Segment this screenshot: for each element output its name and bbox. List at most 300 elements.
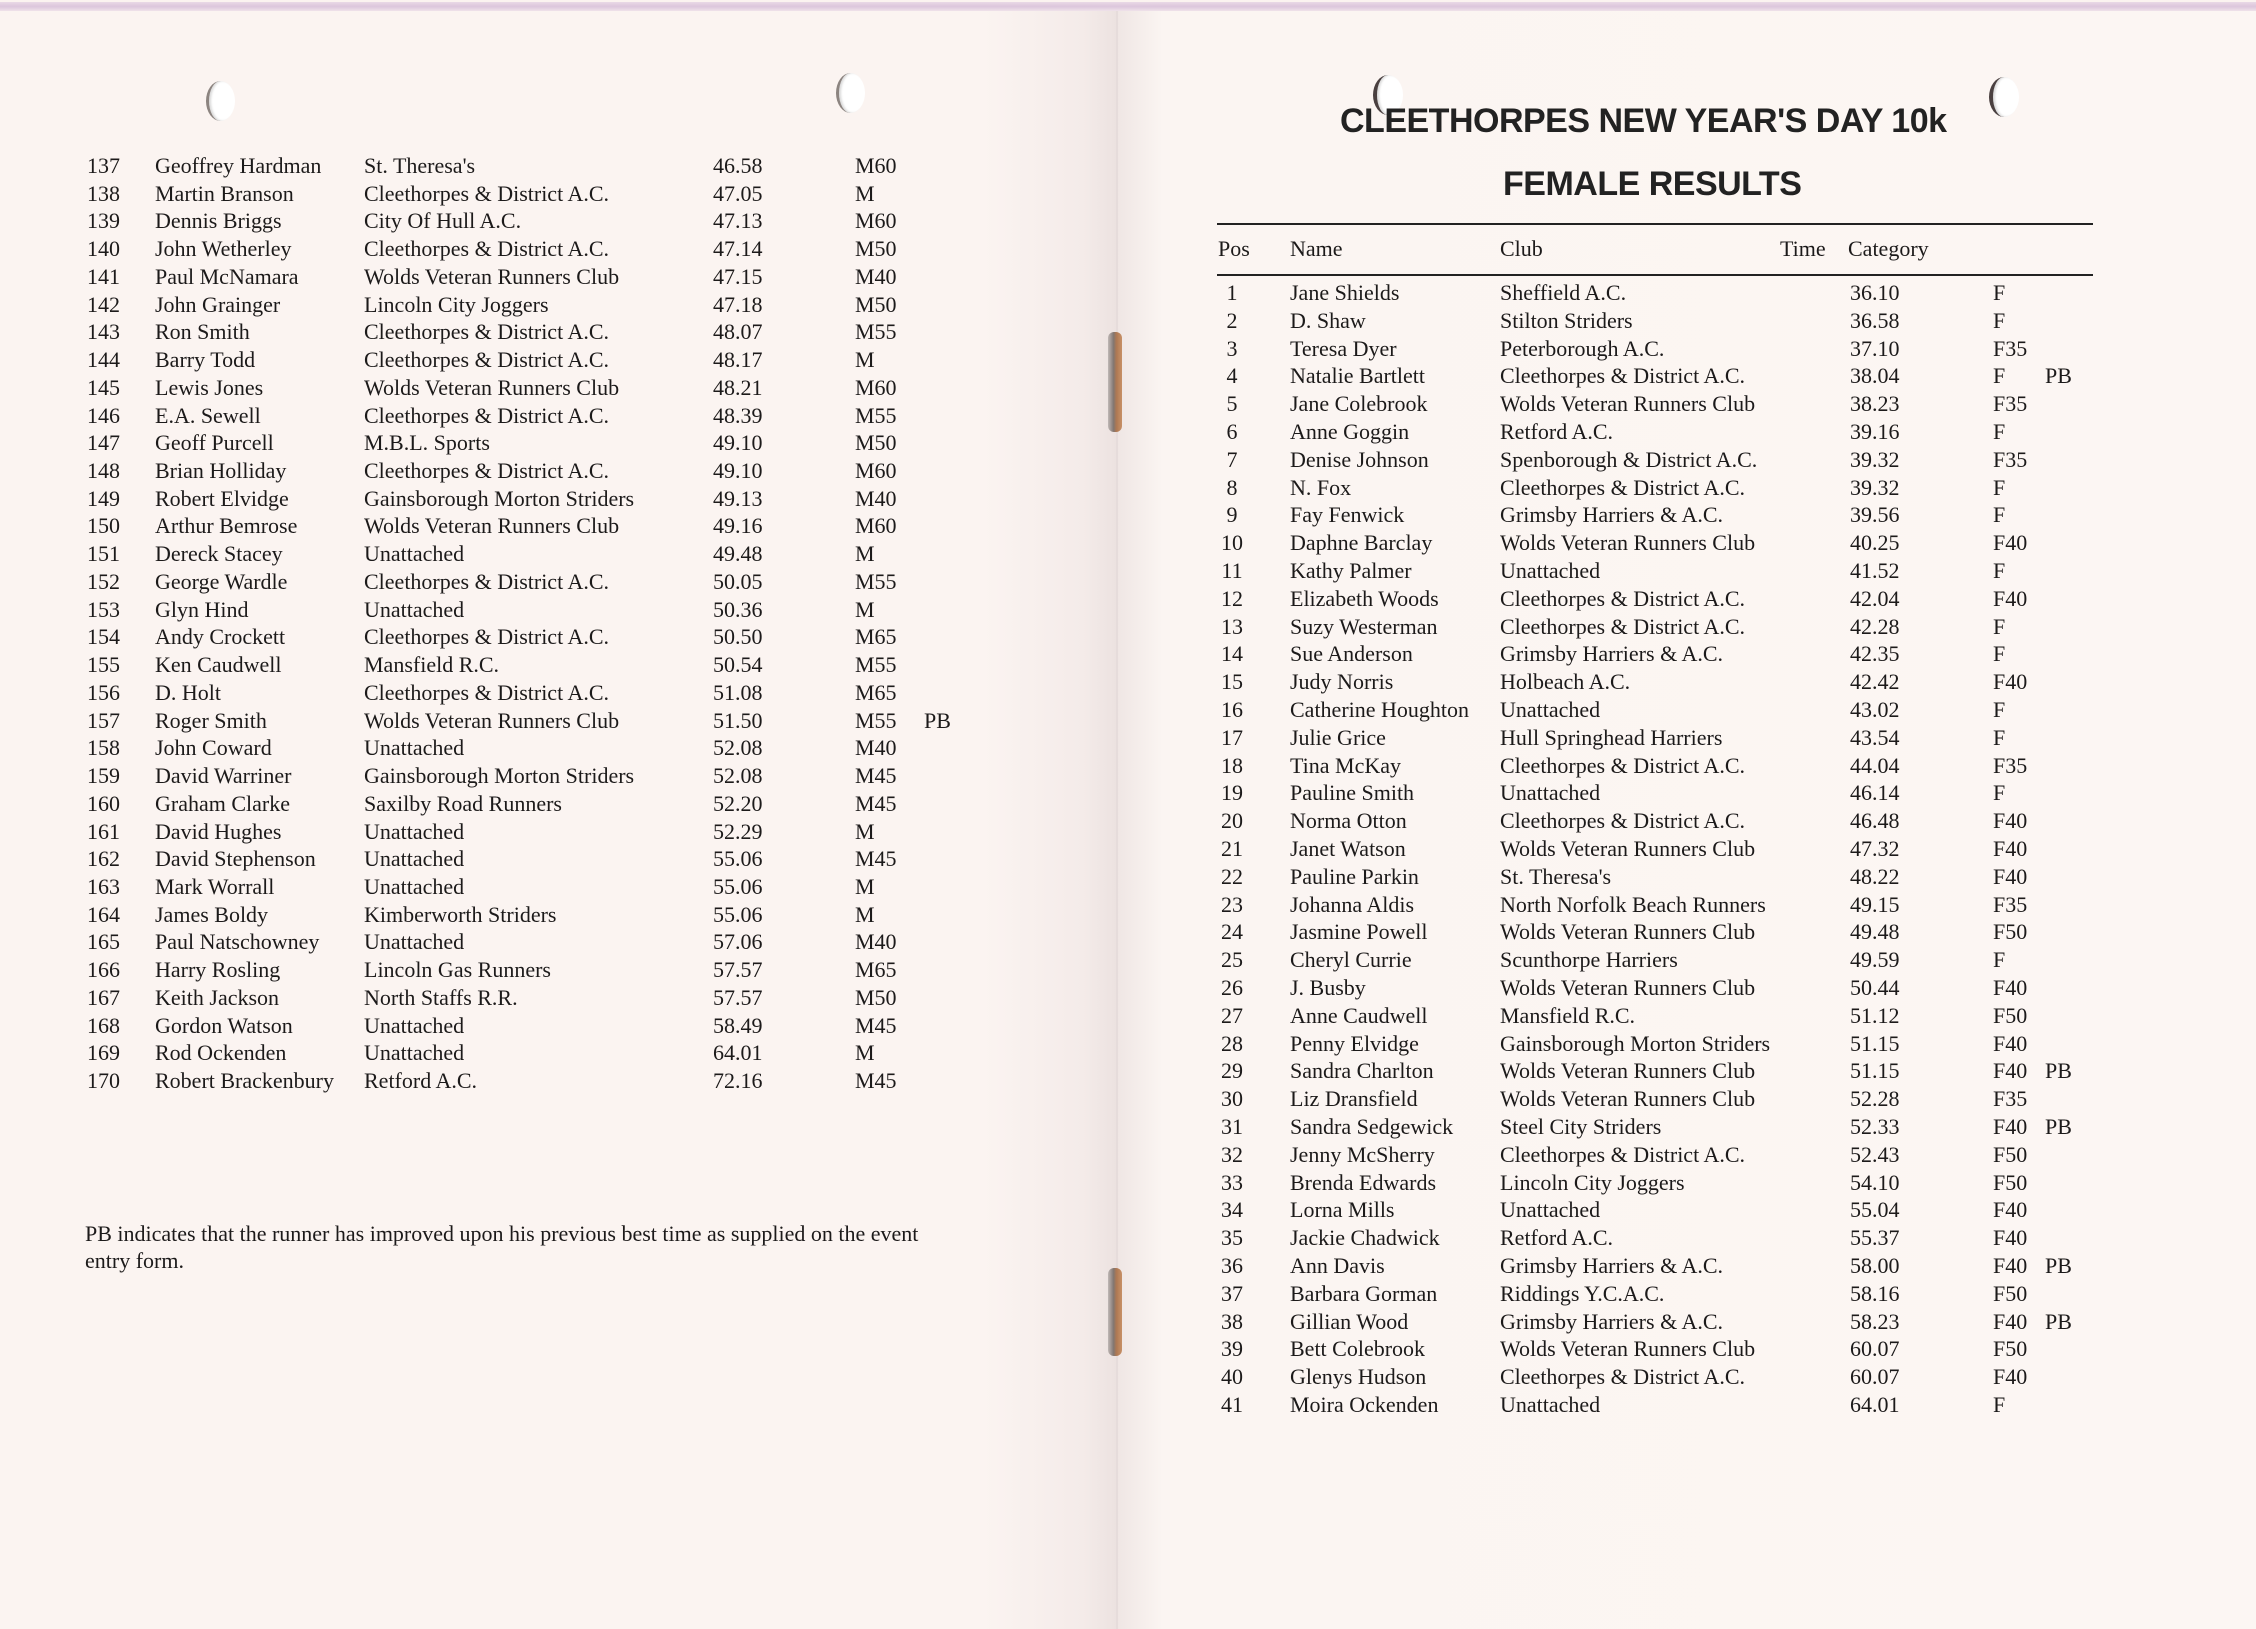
pos-cell: 26 — [1221, 975, 1243, 1000]
pos-cell: 165 — [87, 929, 120, 955]
name-cell: John Wetherley — [155, 236, 292, 262]
pos-cell: 1 — [1226, 280, 1238, 305]
pos-cell: 20 — [1221, 808, 1243, 834]
name-cell: D. Holt — [155, 679, 221, 705]
name-cell: Judy Norris — [1290, 669, 1394, 695]
club-cell: Cleethorpes & District A.C. — [1500, 808, 1746, 834]
name-cell: J. Busby — [1290, 975, 1366, 1000]
category-cell: M45 — [855, 1012, 897, 1038]
category-cell: F40 — [1993, 585, 2028, 611]
time-cell: 52.29 — [713, 818, 763, 844]
pos-cell: 137 — [87, 153, 120, 178]
name-cell: Norma Otton — [1290, 808, 1407, 834]
club-cell: Cleethorpes & District A.C. — [364, 458, 610, 484]
category-cell: M60 — [855, 153, 897, 178]
club-cell: North Norfolk Beach Runners — [1500, 891, 1766, 917]
time-cell: 51.15 — [1850, 1058, 1900, 1084]
category-cell: F35 — [1993, 752, 2028, 778]
name-cell: Moira Ockenden — [1290, 1392, 1439, 1417]
club-cell: Wolds Veteran Runners Club — [1500, 1058, 1756, 1084]
document-subtitle: FEMALE RESULTS — [1503, 165, 1802, 203]
category-cell: F35 — [1993, 1086, 2028, 1112]
name-cell: Bett Colebrook — [1290, 1336, 1426, 1362]
club-cell: Sheffield A.C. — [1500, 280, 1627, 305]
category-cell: M — [855, 347, 875, 373]
pos-cell: 149 — [87, 485, 120, 511]
time-cell: 50.54 — [713, 652, 763, 678]
pos-cell: 30 — [1221, 1086, 1243, 1112]
pos-cell: 11 — [1221, 558, 1243, 583]
name-cell: Sandra Sedgewick — [1290, 1114, 1454, 1139]
category-cell: M65 — [855, 679, 897, 705]
name-cell: Cheryl Currie — [1290, 947, 1412, 973]
time-cell: 47.18 — [713, 291, 763, 317]
category-cell: F — [1993, 947, 2006, 973]
name-cell: Jane Colebrook — [1290, 391, 1428, 417]
category-cell: M60 — [855, 458, 897, 484]
name-cell: Rod Ockenden — [155, 1040, 287, 1066]
pos-cell: 19 — [1221, 780, 1243, 806]
top-edge-band — [0, 2, 2256, 11]
club-cell: Unattached — [364, 541, 465, 567]
punch-hole — [1989, 77, 2019, 117]
club-cell: Kimberworth Striders — [364, 901, 557, 927]
name-cell: Ron Smith — [155, 319, 250, 345]
category-cell: M60 — [855, 513, 897, 539]
pos-cell: 13 — [1221, 613, 1243, 639]
pos-cell: 40 — [1221, 1364, 1243, 1390]
category-cell: M65 — [855, 957, 897, 983]
category-cell: M60 — [855, 208, 897, 234]
club-cell: Unattached — [1500, 1197, 1601, 1223]
time-cell: 54.10 — [1850, 1169, 1900, 1195]
pos-cell: 161 — [87, 818, 120, 844]
club-cell: Cleethorpes & District A.C. — [364, 180, 610, 206]
time-cell: 47.32 — [1850, 836, 1900, 861]
name-cell: N. Fox — [1290, 474, 1352, 500]
pb-badge: PB — [924, 707, 951, 733]
time-cell: 50.05 — [713, 568, 763, 594]
club-cell: Lincoln Gas Runners — [364, 957, 551, 983]
pos-cell: 38 — [1221, 1308, 1243, 1334]
category-cell: M40 — [855, 485, 897, 511]
pos-cell: 41 — [1221, 1392, 1243, 1417]
club-cell: Unattached — [364, 873, 465, 899]
club-cell: Grimsby Harriers & A.C. — [1500, 502, 1724, 528]
pos-cell: 22 — [1221, 863, 1243, 889]
time-cell: 51.50 — [713, 707, 763, 733]
time-cell: 41.52 — [1850, 558, 1900, 583]
pos-cell: 143 — [87, 319, 120, 345]
category-cell: F50 — [1993, 1280, 2028, 1306]
pos-cell: 150 — [87, 513, 120, 539]
name-cell: Jasmine Powell — [1290, 919, 1428, 945]
club-cell: Wolds Veteran Runners Club — [1500, 1336, 1756, 1362]
club-cell: Riddings Y.C.A.C. — [1500, 1280, 1665, 1306]
pb-badge: PB — [2045, 1253, 2072, 1278]
time-cell: 44.04 — [1850, 752, 1900, 778]
name-cell: Penny Elvidge — [1290, 1030, 1419, 1056]
pos-cell: 39 — [1221, 1336, 1243, 1362]
time-cell: 55.06 — [713, 873, 763, 899]
category-cell: F40 — [1993, 863, 2028, 889]
pos-cell: 37 — [1221, 1280, 1243, 1306]
category-cell: M — [855, 901, 875, 927]
club-cell: Wolds Veteran Runners Club — [1500, 530, 1756, 556]
club-cell: Cleethorpes & District A.C. — [1500, 1141, 1746, 1167]
pos-cell: 140 — [87, 236, 120, 262]
pos-cell: 5 — [1226, 391, 1238, 417]
category-cell: F40 — [1993, 975, 2028, 1000]
club-cell: Mansfield R.C. — [1500, 1002, 1636, 1028]
category-cell: M55 — [855, 707, 897, 733]
name-cell: Keith Jackson — [155, 984, 280, 1010]
category-cell: M40 — [855, 929, 897, 955]
club-cell: Wolds Veteran Runners Club — [1500, 391, 1756, 417]
category-cell: F40 — [1993, 1225, 2028, 1251]
club-cell: Cleethorpes & District A.C. — [1500, 585, 1746, 611]
pos-cell: 160 — [87, 790, 120, 816]
club-cell: Unattached — [364, 1040, 465, 1066]
category-cell: F50 — [1993, 1336, 2028, 1362]
time-cell: 58.49 — [713, 1012, 763, 1038]
time-cell: 36.10 — [1850, 280, 1900, 305]
name-cell: Natalie Bartlett — [1290, 363, 1425, 389]
category-cell: F — [1993, 613, 2006, 639]
time-cell: 42.04 — [1850, 585, 1900, 611]
pos-cell: 138 — [87, 180, 120, 206]
category-cell: F40 — [1993, 1253, 2028, 1278]
time-cell: 48.07 — [713, 319, 763, 345]
category-cell: M60 — [855, 374, 897, 400]
name-cell: Paul Natschowney — [155, 929, 320, 955]
category-cell: F40 — [1993, 1114, 2028, 1139]
club-cell: Grimsby Harriers & A.C. — [1500, 1308, 1724, 1334]
time-cell: 52.43 — [1850, 1141, 1900, 1167]
club-cell: Wolds Veteran Runners Club — [1500, 919, 1756, 945]
category-cell: F — [1993, 641, 2006, 667]
pos-cell: 9 — [1226, 502, 1238, 528]
name-cell: Sandra Charlton — [1290, 1058, 1434, 1084]
club-cell: Retford A.C. — [1500, 1225, 1614, 1251]
time-cell: 50.50 — [713, 624, 763, 650]
pos-cell: 142 — [87, 291, 120, 317]
time-cell: 36.58 — [1850, 307, 1900, 333]
name-cell: Brenda Edwards — [1290, 1169, 1437, 1195]
pb-badge: PB — [2045, 1058, 2072, 1084]
club-cell: Hull Springhead Harriers — [1500, 724, 1723, 750]
time-cell: 57.06 — [713, 929, 763, 955]
time-cell: 51.08 — [713, 679, 763, 705]
right-page — [1117, 11, 2256, 1629]
time-cell: 49.13 — [713, 485, 763, 511]
pos-cell: 152 — [87, 568, 120, 594]
time-cell: 47.14 — [713, 236, 763, 262]
name-cell: Catherine Houghton — [1290, 697, 1470, 722]
pos-cell: 155 — [87, 652, 120, 678]
name-cell: Barbara Gorman — [1290, 1280, 1438, 1306]
name-cell: Harry Rosling — [155, 957, 281, 983]
name-cell: Andy Crockett — [155, 624, 286, 650]
pos-cell: 25 — [1221, 947, 1243, 973]
pos-cell: 144 — [87, 347, 120, 373]
category-cell: M55 — [855, 568, 897, 594]
category-cell: M45 — [855, 846, 897, 872]
time-cell: 42.42 — [1850, 669, 1900, 695]
header-name: Name — [1290, 236, 1343, 261]
pos-cell: 157 — [87, 707, 120, 733]
name-cell: Geoff Purcell — [155, 430, 274, 456]
pos-cell: 31 — [1221, 1114, 1243, 1139]
time-cell: 42.35 — [1850, 641, 1900, 667]
name-cell: Julie Grice — [1290, 724, 1386, 750]
category-cell: M — [855, 873, 875, 899]
category-cell: F50 — [1993, 919, 2028, 945]
name-cell: John Coward — [155, 735, 272, 761]
name-cell: Glenys Hudson — [1290, 1364, 1427, 1390]
club-cell: St. Theresa's — [364, 153, 476, 178]
club-cell: Spenborough & District A.C. — [1500, 446, 1758, 472]
time-cell: 50.36 — [713, 596, 763, 622]
pos-cell: 148 — [87, 458, 120, 484]
header-pos: Pos — [1218, 236, 1250, 261]
pos-cell: 170 — [87, 1068, 120, 1094]
club-cell: North Staffs R.R. — [364, 984, 518, 1010]
name-cell: Gillian Wood — [1290, 1308, 1409, 1334]
category-cell: F40 — [1993, 669, 2028, 695]
time-cell: 42.28 — [1850, 613, 1900, 639]
time-cell: 52.28 — [1850, 1086, 1900, 1112]
pos-cell: 16 — [1221, 697, 1243, 722]
time-cell: 48.17 — [713, 347, 763, 373]
club-cell: M.B.L. Sports — [364, 430, 490, 456]
time-cell: 52.08 — [713, 763, 763, 789]
pos-cell: 23 — [1221, 891, 1243, 917]
club-cell: Retford A.C. — [1500, 419, 1614, 444]
name-cell: Roger Smith — [155, 707, 267, 733]
name-cell: Pauline Parkin — [1290, 863, 1419, 889]
time-cell: 46.14 — [1850, 780, 1900, 806]
staple — [1108, 1268, 1122, 1356]
club-cell: Cleethorpes & District A.C. — [1500, 613, 1746, 639]
club-cell: Mansfield R.C. — [364, 652, 500, 678]
name-cell: Martin Branson — [155, 180, 294, 206]
time-cell: 40.25 — [1850, 530, 1900, 556]
category-cell: M50 — [855, 291, 897, 317]
name-cell: Johanna Aldis — [1290, 891, 1415, 917]
name-cell: Arthur Bemrose — [155, 513, 298, 539]
left-page — [0, 11, 1117, 1629]
category-cell: F — [1993, 363, 2006, 389]
category-cell: F — [1993, 780, 2006, 806]
club-cell: Unattached — [1500, 1392, 1601, 1417]
time-cell: 46.58 — [713, 153, 763, 178]
name-cell: Graham Clarke — [155, 790, 290, 816]
club-cell: Retford A.C. — [364, 1068, 478, 1094]
name-cell: Fay Fenwick — [1290, 502, 1405, 528]
name-cell: Jenny McSherry — [1290, 1141, 1435, 1167]
punch-hole — [206, 81, 235, 121]
club-cell: Gainsborough Morton Striders — [364, 485, 635, 511]
pos-cell: 167 — [87, 984, 120, 1010]
category-cell: F40 — [1993, 1197, 2028, 1223]
name-cell: Mark Worrall — [155, 873, 275, 899]
pos-cell: 146 — [87, 402, 120, 428]
pb-badge: PB — [2045, 363, 2072, 389]
time-cell: 38.04 — [1850, 363, 1900, 389]
club-cell: Peterborough A.C. — [1500, 335, 1665, 361]
name-cell: Lewis Jones — [155, 374, 264, 400]
time-cell: 49.15 — [1850, 891, 1900, 917]
pos-cell: 33 — [1221, 1169, 1243, 1195]
name-cell: David Hughes — [155, 818, 282, 844]
name-cell: Suzy Westerman — [1290, 613, 1438, 639]
pos-cell: 147 — [87, 430, 120, 456]
name-cell: Pauline Smith — [1290, 780, 1415, 806]
name-cell: Sue Anderson — [1290, 641, 1413, 667]
category-cell: F — [1993, 1392, 2006, 1417]
club-cell: Unattached — [1500, 697, 1601, 722]
name-cell: Teresa Dyer — [1290, 335, 1397, 361]
name-cell: David Stephenson — [155, 846, 316, 872]
time-cell: 48.39 — [713, 402, 763, 428]
time-cell: 38.23 — [1850, 391, 1900, 417]
category-cell: F50 — [1993, 1002, 2028, 1028]
pos-cell: 17 — [1221, 724, 1243, 750]
time-cell: 46.48 — [1850, 808, 1900, 834]
time-cell: 72.16 — [713, 1068, 763, 1094]
pos-cell: 139 — [87, 208, 120, 234]
club-cell: Gainsborough Morton Striders — [1500, 1030, 1771, 1056]
club-cell: Stilton Striders — [1500, 307, 1633, 333]
table-header-rule — [1217, 274, 2093, 276]
name-cell: Robert Brackenbury — [155, 1068, 334, 1094]
pos-cell: 12 — [1221, 585, 1243, 611]
category-cell: F50 — [1993, 1169, 2028, 1195]
name-cell: Barry Todd — [155, 347, 256, 373]
club-cell: Cleethorpes & District A.C. — [1500, 752, 1746, 778]
category-cell: F40 — [1993, 1058, 2028, 1084]
pos-cell: 166 — [87, 957, 120, 983]
name-cell: Elizabeth Woods — [1290, 585, 1439, 611]
name-cell: Ann Davis — [1290, 1253, 1385, 1278]
pos-cell: 156 — [87, 679, 120, 705]
pos-cell: 163 — [87, 873, 120, 899]
pos-cell: 14 — [1221, 641, 1243, 667]
club-cell: Unattached — [1500, 780, 1601, 806]
pos-cell: 162 — [87, 846, 120, 872]
category-cell: M40 — [855, 735, 897, 761]
category-cell: F — [1993, 307, 2006, 333]
name-cell: Lorna Mills — [1290, 1197, 1395, 1223]
name-cell: George Wardle — [155, 568, 288, 594]
category-cell: F35 — [1993, 391, 2028, 417]
category-cell: M40 — [855, 263, 897, 289]
pos-cell: 28 — [1221, 1030, 1243, 1056]
club-cell: Lincoln City Joggers — [1500, 1169, 1685, 1195]
time-cell: 52.33 — [1850, 1114, 1900, 1139]
club-cell: Unattached — [1500, 558, 1601, 583]
pos-cell: 7 — [1226, 446, 1238, 472]
pos-cell: 21 — [1221, 836, 1243, 861]
club-cell: Wolds Veteran Runners Club — [1500, 836, 1756, 861]
name-cell: James Boldy — [155, 901, 269, 927]
name-cell: Tina McKay — [1290, 752, 1402, 778]
club-cell: Scunthorpe Harriers — [1500, 947, 1678, 973]
time-cell: 39.56 — [1850, 502, 1900, 528]
name-cell: Liz Dransfield — [1290, 1086, 1418, 1112]
name-cell: Jane Shields — [1290, 280, 1400, 305]
category-cell: F40 — [1993, 836, 2028, 861]
time-cell: 49.48 — [713, 541, 763, 567]
pos-cell: 141 — [87, 263, 120, 289]
pos-cell: 164 — [87, 901, 120, 927]
time-cell: 49.48 — [1850, 919, 1900, 945]
club-cell: Cleethorpes & District A.C. — [1500, 1364, 1746, 1390]
pb-badge: PB — [2045, 1308, 2072, 1334]
time-cell: 47.05 — [713, 180, 763, 206]
name-cell: Anne Goggin — [1290, 419, 1410, 444]
book-fold — [1116, 11, 1118, 1629]
document-title: CLEETHORPES NEW YEAR'S DAY 10k — [1340, 102, 1947, 140]
category-cell: M55 — [855, 402, 897, 428]
club-cell: Unattached — [364, 818, 465, 844]
name-cell: John Grainger — [155, 291, 281, 317]
club-cell: Gainsborough Morton Striders — [364, 763, 635, 789]
club-cell: Holbeach A.C. — [1500, 669, 1631, 695]
pos-cell: 35 — [1221, 1225, 1243, 1251]
name-cell: Geoffrey Hardman — [155, 153, 322, 178]
time-cell: 49.10 — [713, 458, 763, 484]
name-cell: Daphne Barclay — [1290, 530, 1433, 556]
pos-cell: 154 — [87, 624, 120, 650]
name-cell: Dennis Briggs — [155, 208, 282, 234]
club-cell: Wolds Veteran Runners Club — [364, 513, 620, 539]
category-cell: M55 — [855, 319, 897, 345]
pos-cell: 10 — [1221, 530, 1243, 556]
club-cell: Cleethorpes & District A.C. — [364, 679, 610, 705]
time-cell: 47.13 — [713, 208, 763, 234]
category-cell: M50 — [855, 984, 897, 1010]
club-cell: Unattached — [364, 846, 465, 872]
time-cell: 52.20 — [713, 790, 763, 816]
name-cell: Brian Holliday — [155, 458, 287, 484]
pos-cell: 2 — [1226, 307, 1238, 333]
table-top-rule — [1217, 223, 2093, 225]
category-cell: M50 — [855, 430, 897, 456]
time-cell: 49.16 — [713, 513, 763, 539]
time-cell: 58.23 — [1850, 1308, 1900, 1334]
pb-badge: PB — [2045, 1114, 2072, 1139]
name-cell: Anne Caudwell — [1290, 1002, 1428, 1028]
pos-cell: 169 — [87, 1040, 120, 1066]
pos-cell: 3 — [1226, 335, 1238, 361]
category-cell: F — [1993, 419, 2006, 444]
time-cell: 57.57 — [713, 984, 763, 1010]
category-cell: M45 — [855, 763, 897, 789]
header-time: Time — [1780, 236, 1826, 261]
category-cell: M45 — [855, 790, 897, 816]
category-cell: M — [855, 596, 875, 622]
club-cell: Saxilby Road Runners — [364, 790, 562, 816]
category-cell: F — [1993, 502, 2006, 528]
pos-cell: 151 — [87, 541, 120, 567]
time-cell: 49.59 — [1850, 947, 1900, 973]
time-cell: 39.16 — [1850, 419, 1900, 444]
name-cell: E.A. Sewell — [155, 402, 261, 428]
club-cell: Grimsby Harriers & A.C. — [1500, 1253, 1724, 1278]
time-cell: 39.32 — [1850, 474, 1900, 500]
